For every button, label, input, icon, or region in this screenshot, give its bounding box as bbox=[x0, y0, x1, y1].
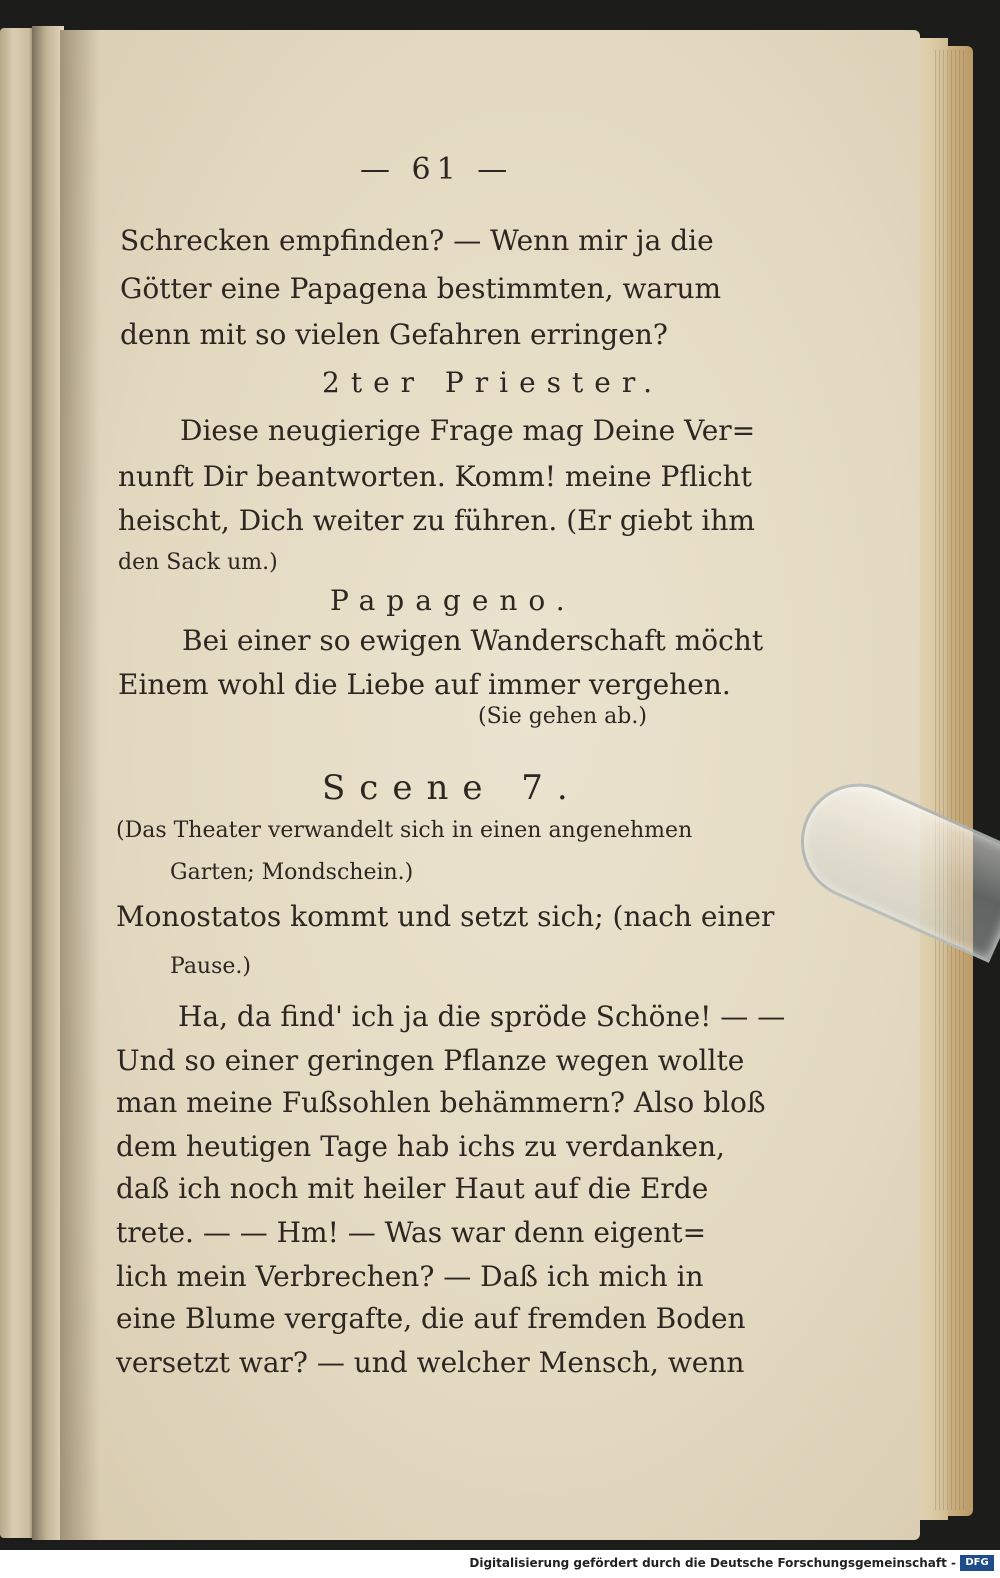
scene-heading: Scene 7. bbox=[322, 768, 582, 808]
text-line-16: Monostatos kommt und setzt sich; (nach einer bbox=[116, 900, 775, 933]
text-line-26: versetzt war? — und welcher Mensch, wenn bbox=[116, 1346, 745, 1379]
footer-bar bbox=[0, 1550, 1000, 1578]
text-line-7: heischt, Dich weiter zu führen. (Er giebt ihm bbox=[118, 504, 755, 537]
text-line-25: eine Blume vergafte, die auf fremden Boden bbox=[116, 1302, 746, 1335]
stage-direction-1: den Sack um.) bbox=[118, 550, 278, 575]
stage-direction-4: Garten; Mondschein.) bbox=[170, 860, 414, 885]
text-line-6: nunft Dir beantworten. Komm! meine Pflicht bbox=[118, 460, 752, 493]
text-line-1: Schrecken empfinden? — Wenn mir ja die bbox=[120, 224, 714, 257]
text-line-3: denn mit so vielen Gefahren erringen? bbox=[120, 318, 668, 351]
footer-credit: Digitalisierung gefördert durch die Deutsche Forschungsgemeinschaft - bbox=[469, 1556, 956, 1570]
text-line-22: daß ich noch mit heiler Haut auf die Erde bbox=[116, 1172, 709, 1205]
text-line-10: Bei einer so ewigen Wanderschaft möcht bbox=[182, 624, 764, 657]
text-line-18: Ha, da find' ich ja die spröde Schöne! — — bbox=[178, 1000, 786, 1033]
text-line-2: Götter eine Papagena bestimmten, warum bbox=[120, 272, 722, 305]
stage-direction-3: (Das Theater verwandelt sich in einen angenehmen bbox=[116, 818, 693, 843]
speaker-priest: 2ter Priester. bbox=[322, 366, 664, 399]
left-page-edge bbox=[0, 28, 34, 1538]
speaker-papageno: Papageno. bbox=[330, 584, 576, 617]
page-shadow bbox=[60, 30, 100, 1540]
page-edge-lines bbox=[935, 50, 965, 1510]
page-number: — 61 — bbox=[360, 152, 514, 187]
text-line-11: Einem wohl die Liebe auf immer vergehen. bbox=[118, 668, 731, 701]
text-line-5: Diese neugierige Frage mag Deine Ver= bbox=[180, 414, 756, 447]
text-line-23: trete. — — Hm! — Was war denn eigent= bbox=[116, 1216, 707, 1249]
stage-direction-2: (Sie gehen ab.) bbox=[478, 704, 647, 729]
text-line-20: man meine Fußsohlen behämmern? Also bloß bbox=[116, 1086, 766, 1119]
dfg-logo: DFG bbox=[960, 1555, 994, 1571]
text-line-24: lich mein Verbrechen? — Daß ich mich in bbox=[116, 1260, 704, 1293]
stage-direction-5: Pause.) bbox=[170, 954, 251, 979]
text-line-19: Und so einer geringen Pflanze wegen wollte bbox=[116, 1044, 745, 1077]
text-line-21: dem heutigen Tage hab ichs zu verdanken, bbox=[116, 1130, 725, 1163]
